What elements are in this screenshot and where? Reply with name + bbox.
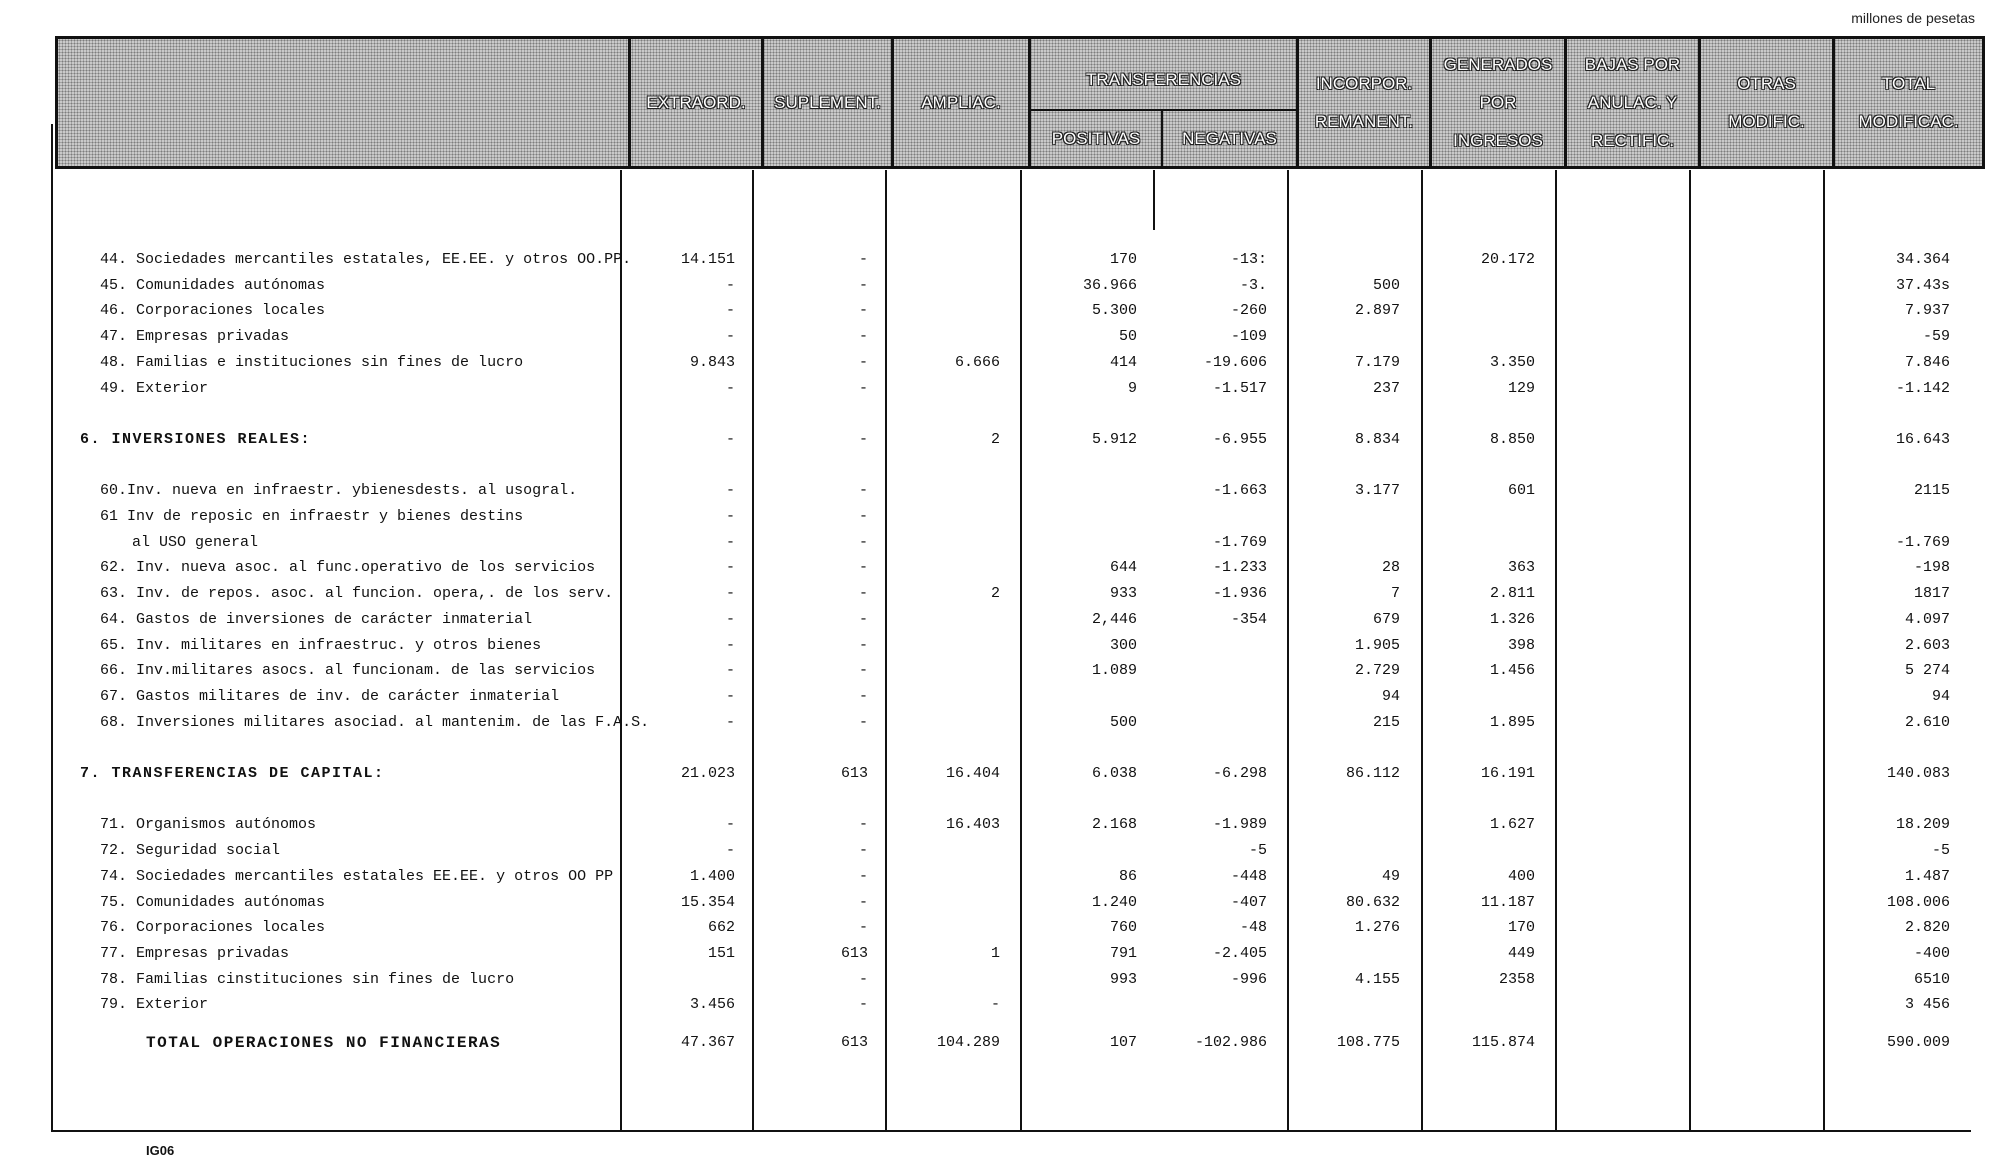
cell-extraord: 15.354: [680, 894, 735, 911]
cell-incorpor: 1.905: [1354, 637, 1400, 654]
cell-suplement: 613: [840, 765, 868, 782]
cell-positivas: 500: [1109, 714, 1137, 731]
cell-generados: 1.456: [1489, 662, 1535, 679]
cell-positivas: 791: [1109, 945, 1137, 962]
cell-total: 108.006: [1886, 894, 1950, 911]
header-incorpor-line2: REMANENT.: [1314, 111, 1414, 131]
row-label: 6. INVERSIONES REALES:: [80, 431, 312, 448]
cell-total: 5 274: [1904, 662, 1950, 679]
table-body-border-left: [51, 124, 53, 1132]
total-label: TOTAL OPERACIONES NO FINANCIERAS: [146, 1034, 502, 1052]
cell-suplement: -: [858, 919, 868, 936]
total-cell-generados: 115.874: [1471, 1034, 1535, 1051]
cell-generados: 129: [1507, 380, 1535, 397]
table-row: [0, 325, 2000, 349]
cell-extraord: -: [725, 328, 735, 345]
cell-negativas: -3.: [1239, 277, 1267, 294]
cell-extraord: -: [725, 662, 735, 679]
cell-total: -400: [1913, 945, 1950, 962]
row-label: 67. Gastos militares de inv. de carácter inmaterial: [100, 688, 560, 705]
total-row: [0, 1031, 2000, 1055]
table-row: [0, 479, 2000, 503]
header-total-line2: MODIFICAC.: [1858, 111, 1959, 131]
cell-negativas: -19.606: [1203, 354, 1267, 371]
footer-code: IG06: [146, 1143, 175, 1158]
cell-generados: 11.187: [1480, 894, 1535, 911]
cell-negativas: -354: [1230, 611, 1267, 628]
table-row: [0, 402, 2000, 426]
cell-negativas: -1.517: [1212, 380, 1267, 397]
table-row: [0, 582, 2000, 606]
row-label: 44. Sociedades mercantiles estatales, EE.EE. y otros OO.PP.: [100, 251, 632, 268]
cell-negativas: -2.405: [1212, 945, 1267, 962]
cell-negativas: -1.989: [1212, 816, 1267, 833]
cell-incorpor: 80.632: [1345, 894, 1400, 911]
cell-positivas: 50: [1118, 328, 1137, 345]
table-row: [0, 351, 2000, 375]
row-label: 75. Comunidades autónomas: [100, 894, 326, 911]
table-row: [0, 454, 2000, 478]
row-label: 76. Corporaciones locales: [100, 919, 326, 936]
table-row: [0, 377, 2000, 401]
cell-suplement: -: [858, 508, 868, 525]
table-row: [0, 891, 2000, 915]
cell-suplement: 613: [840, 945, 868, 962]
cell-total: 2115: [1913, 482, 1950, 499]
cell-ampliac: 16.403: [945, 816, 1000, 833]
header-generados-line2: POR: [1479, 92, 1517, 112]
row-label: 45. Comunidades autónomas: [100, 277, 326, 294]
cell-positivas: 993: [1109, 971, 1137, 988]
cell-generados: 1.627: [1489, 816, 1535, 833]
cell-suplement: -: [858, 559, 868, 576]
table-row: [0, 968, 2000, 992]
cell-negativas: -407: [1230, 894, 1267, 911]
header-otras: [1698, 39, 1832, 166]
cell-total: 94: [1931, 688, 1950, 705]
cell-extraord: -: [725, 714, 735, 731]
row-label: 65. Inv. militares en infraestruc. y otros bienes: [100, 637, 542, 654]
cell-extraord: -: [725, 842, 735, 859]
cell-negativas: -1.663: [1212, 482, 1267, 499]
table-row: [0, 505, 2000, 529]
cell-ampliac: 6.666: [954, 354, 1000, 371]
cell-generados: 20.172: [1480, 251, 1535, 268]
table-row: [0, 839, 2000, 863]
header-otras-line1: OTRAS: [1737, 73, 1796, 93]
cell-incorpor: 7: [1390, 585, 1400, 602]
row-label: 49. Exterior: [100, 380, 209, 397]
cell-suplement: -: [858, 637, 868, 654]
cell-total: 7.937: [1904, 302, 1950, 319]
cell-positivas: 5.912: [1091, 431, 1137, 448]
cell-extraord: 151: [707, 945, 735, 962]
cell-positivas: 5.300: [1091, 302, 1137, 319]
cell-generados: 2.811: [1489, 585, 1535, 602]
header-bajas-line2: ANULAC. Y: [1587, 92, 1678, 112]
row-label: 61 Inv de reposic en infraestr y bienes destins: [100, 508, 524, 525]
cell-extraord: -: [725, 277, 735, 294]
cell-total: -59: [1922, 328, 1950, 345]
cell-negativas: -1.769: [1212, 534, 1267, 551]
row-label: 64. Gastos de inversiones de carácter inmaterial: [100, 611, 533, 628]
cell-suplement: -: [858, 894, 868, 911]
cell-positivas: 2.168: [1091, 816, 1137, 833]
cell-suplement: -: [858, 354, 868, 371]
cell-negativas: -1.936: [1212, 585, 1267, 602]
cell-incorpor: 500: [1372, 277, 1400, 294]
table-row: [0, 634, 2000, 658]
cell-incorpor: 8.834: [1354, 431, 1400, 448]
total-cell-total: 590.009: [1886, 1034, 1950, 1051]
cell-negativas: -448: [1230, 868, 1267, 885]
cell-suplement: -: [858, 431, 868, 448]
table-row: [0, 531, 2000, 555]
header-transferencias: TRANSFERENCIAS: [1086, 70, 1241, 89]
cell-positivas: 1.089: [1091, 662, 1137, 679]
header-negativas: NEGATIVAS: [1182, 128, 1277, 148]
cell-total: 2.603: [1904, 637, 1950, 654]
total-cell-incorpor: 108.775: [1336, 1034, 1400, 1051]
row-label: 66. Inv.militares asocs. al funcionam. de las servicios: [100, 662, 596, 679]
cell-ampliac: 2: [990, 431, 1000, 448]
cell-extraord: -: [725, 508, 735, 525]
table-row: [0, 556, 2000, 580]
cell-generados: 449: [1507, 945, 1535, 962]
header-generados-line3: INGRESOS: [1453, 130, 1543, 150]
total-cell-negativas: -102.986: [1194, 1034, 1267, 1051]
cell-positivas: 760: [1109, 919, 1137, 936]
header-bajas-line3: RECTIFIC.: [1590, 130, 1675, 150]
header-total: [1832, 39, 1982, 166]
cell-suplement: -: [858, 328, 868, 345]
cell-suplement: -: [858, 251, 868, 268]
cell-negativas: -109: [1230, 328, 1267, 345]
header-otras-line2: MODIFIC.: [1728, 111, 1805, 131]
cell-suplement: -: [858, 302, 868, 319]
total-cell-extraord: 47.367: [680, 1034, 735, 1051]
cell-positivas: 644: [1109, 559, 1137, 576]
cell-positivas: 414: [1109, 354, 1137, 371]
cell-extraord: -: [725, 482, 735, 499]
cell-extraord: -: [725, 816, 735, 833]
cell-extraord: 14.151: [680, 251, 735, 268]
table-bottom-rule: [51, 1130, 1971, 1132]
cell-positivas: 2,446: [1091, 611, 1137, 628]
cell-extraord: -: [725, 380, 735, 397]
row-label: 72. Seguridad social: [100, 842, 281, 859]
cell-incorpor: 94: [1381, 688, 1400, 705]
header-suplement: SUPLEMENT.: [761, 39, 891, 166]
cell-ampliac: 2: [990, 585, 1000, 602]
cell-suplement: -: [858, 534, 868, 551]
row-label: 62. Inv. nueva asoc. al func.operativo de los servicios: [100, 559, 596, 576]
total-cell-ampliac: 104.289: [936, 1034, 1000, 1051]
cell-suplement: -: [858, 585, 868, 602]
total-cell-positivas: 107: [1109, 1034, 1137, 1051]
row-label: 7. TRANSFERENCIAS DE CAPITAL:: [80, 765, 385, 782]
cell-incorpor: 49: [1381, 868, 1400, 885]
cell-positivas: 36.966: [1082, 277, 1137, 294]
cell-extraord: 3.456: [689, 996, 735, 1013]
cell-total: 18.209: [1895, 816, 1950, 833]
cell-extraord: -: [725, 611, 735, 628]
cell-suplement: -: [858, 868, 868, 885]
row-label: 46. Corporaciones locales: [100, 302, 326, 319]
cell-extraord: -: [725, 534, 735, 551]
header-extraord: EXTRAORD.: [628, 39, 761, 166]
row-label: al USO general: [132, 534, 259, 551]
cell-extraord: 1.400: [689, 868, 735, 885]
cell-incorpor: 1.276: [1354, 919, 1400, 936]
cell-extraord: -: [725, 302, 735, 319]
cell-generados: 363: [1507, 559, 1535, 576]
cell-extraord: -: [725, 585, 735, 602]
cell-total: 2.820: [1904, 919, 1950, 936]
cell-negativas: -260: [1230, 302, 1267, 319]
row-label: 60.Inv. nueva en infraestr. ybienesdests. al usogral.: [100, 482, 578, 499]
cell-suplement: -: [858, 611, 868, 628]
cell-total: 140.083: [1886, 765, 1950, 782]
cell-suplement: -: [858, 277, 868, 294]
table-row: [0, 736, 2000, 760]
cell-total: 3 456: [1904, 996, 1950, 1013]
cell-generados: 170: [1507, 919, 1535, 936]
table-row: [0, 608, 2000, 632]
table-row: [0, 993, 2000, 1017]
cell-suplement: -: [858, 662, 868, 679]
table-row: [0, 916, 2000, 940]
cell-total: -198: [1913, 559, 1950, 576]
cell-incorpor: 7.179: [1354, 354, 1400, 371]
header-total-line1: TOTAL: [1881, 73, 1936, 93]
cell-total: -5: [1931, 842, 1950, 859]
table-row: [0, 865, 2000, 889]
cell-generados: 8.850: [1489, 431, 1535, 448]
cell-ampliac: 16.404: [945, 765, 1000, 782]
cell-total: 34.364: [1895, 251, 1950, 268]
cell-incorpor: 215: [1372, 714, 1400, 731]
cell-negativas: -48: [1239, 919, 1267, 936]
table-row: [0, 762, 2000, 786]
header-generados-line1: GENERADOS: [1443, 54, 1553, 74]
cell-positivas: 6.038: [1091, 765, 1137, 782]
cell-extraord: 662: [707, 919, 735, 936]
cell-suplement: -: [858, 688, 868, 705]
cell-generados: 398: [1507, 637, 1535, 654]
cell-positivas: 86: [1118, 868, 1137, 885]
cell-negativas: -996: [1230, 971, 1267, 988]
cell-positivas: 170: [1109, 251, 1137, 268]
cell-incorpor: 2.897: [1354, 302, 1400, 319]
cell-positivas: 1.240: [1091, 894, 1137, 911]
cell-incorpor: 237: [1372, 380, 1400, 397]
cell-negativas: -6.955: [1212, 431, 1267, 448]
table-row: [0, 299, 2000, 323]
cell-suplement: -: [858, 971, 868, 988]
cell-suplement: -: [858, 714, 868, 731]
cell-positivas: 300: [1109, 637, 1137, 654]
header-generados: [1429, 39, 1564, 166]
cell-incorpor: 679: [1372, 611, 1400, 628]
cell-negativas: -1.233: [1212, 559, 1267, 576]
cell-total: 7.846: [1904, 354, 1950, 371]
cell-incorpor: 4.155: [1354, 971, 1400, 988]
cell-positivas: 9: [1127, 380, 1137, 397]
header-positivas: POSITIVAS: [1051, 128, 1141, 148]
row-label: 63. Inv. de repos. asoc. al funcion. opera,. de los serv.: [100, 585, 614, 602]
header-ampliac: AMPLIAC.: [891, 39, 1028, 166]
cell-ampliac: 1: [990, 945, 1000, 962]
cell-suplement: -: [858, 996, 868, 1013]
cell-extraord: -: [725, 559, 735, 576]
header-bajas-line1: BAJAS POR: [1584, 54, 1681, 74]
cell-negativas: -13:: [1230, 251, 1267, 268]
total-cell-suplement: 613: [840, 1034, 868, 1051]
cell-generados: 3.350: [1489, 354, 1535, 371]
cell-generados: 601: [1507, 482, 1535, 499]
cell-extraord: -: [725, 688, 735, 705]
cell-incorpor: 86.112: [1345, 765, 1400, 782]
cell-total: 1.487: [1904, 868, 1950, 885]
table-row: [0, 813, 2000, 837]
table-header: [55, 36, 1985, 169]
cell-generados: 1.895: [1489, 714, 1535, 731]
row-label: 68. Inversiones militares asociad. al mantenim. de las F.A.S.: [100, 714, 650, 731]
table-row: [0, 788, 2000, 812]
table-row: [0, 274, 2000, 298]
cell-suplement: -: [858, 380, 868, 397]
table-row: [0, 428, 2000, 452]
cell-total: -1.142: [1895, 380, 1950, 397]
cell-generados: 400: [1507, 868, 1535, 885]
row-label: 78. Familias cinstituciones sin fines de lucro: [100, 971, 515, 988]
cell-total: 16.643: [1895, 431, 1950, 448]
cell-total: 1817: [1913, 585, 1950, 602]
table-row: [0, 711, 2000, 735]
row-label: 77. Empresas privadas: [100, 945, 290, 962]
cell-total: 37.43s: [1895, 277, 1950, 294]
cell-positivas: 933: [1109, 585, 1137, 602]
cell-negativas: -6.298: [1212, 765, 1267, 782]
cell-generados: 16.191: [1480, 765, 1535, 782]
header-incorpor-line1: INCORPOR.: [1315, 73, 1413, 93]
cell-extraord: 9.843: [689, 354, 735, 371]
cell-suplement: -: [858, 482, 868, 499]
cell-suplement: -: [858, 816, 868, 833]
row-label: 79. Exterior: [100, 996, 209, 1013]
cell-generados: 1.326: [1489, 611, 1535, 628]
cell-generados: 2358: [1498, 971, 1535, 988]
cell-suplement: -: [858, 842, 868, 859]
unit-note: millones de pesetas: [1851, 10, 1975, 26]
row-label: 74. Sociedades mercantiles estatales EE.EE. y otros OO PP: [100, 868, 614, 885]
cell-total: 6510: [1913, 971, 1950, 988]
cell-extraord: 21.023: [680, 765, 735, 782]
cell-negativas: -5: [1248, 842, 1267, 859]
row-label: 71. Organismos autónomos: [100, 816, 317, 833]
table-row: [0, 685, 2000, 709]
row-label: 47. Empresas privadas: [100, 328, 290, 345]
cell-extraord: -: [725, 637, 735, 654]
cell-ampliac: -: [990, 996, 1000, 1013]
header-bajas: [1564, 39, 1698, 166]
cell-total: -1.769: [1895, 534, 1950, 551]
cell-total: 4.097: [1904, 611, 1950, 628]
column-rule: [1153, 170, 1155, 230]
cell-total: 2.610: [1904, 714, 1950, 731]
table-row: [0, 248, 2000, 272]
cell-extraord: -: [725, 431, 735, 448]
row-label: 48. Familias e instituciones sin fines de lucro: [100, 354, 524, 371]
table-row: [0, 659, 2000, 683]
cell-incorpor: 3.177: [1354, 482, 1400, 499]
cell-incorpor: 2.729: [1354, 662, 1400, 679]
table-row: [0, 942, 2000, 966]
cell-incorpor: 28: [1381, 559, 1400, 576]
header-incorpor: [1296, 39, 1429, 166]
